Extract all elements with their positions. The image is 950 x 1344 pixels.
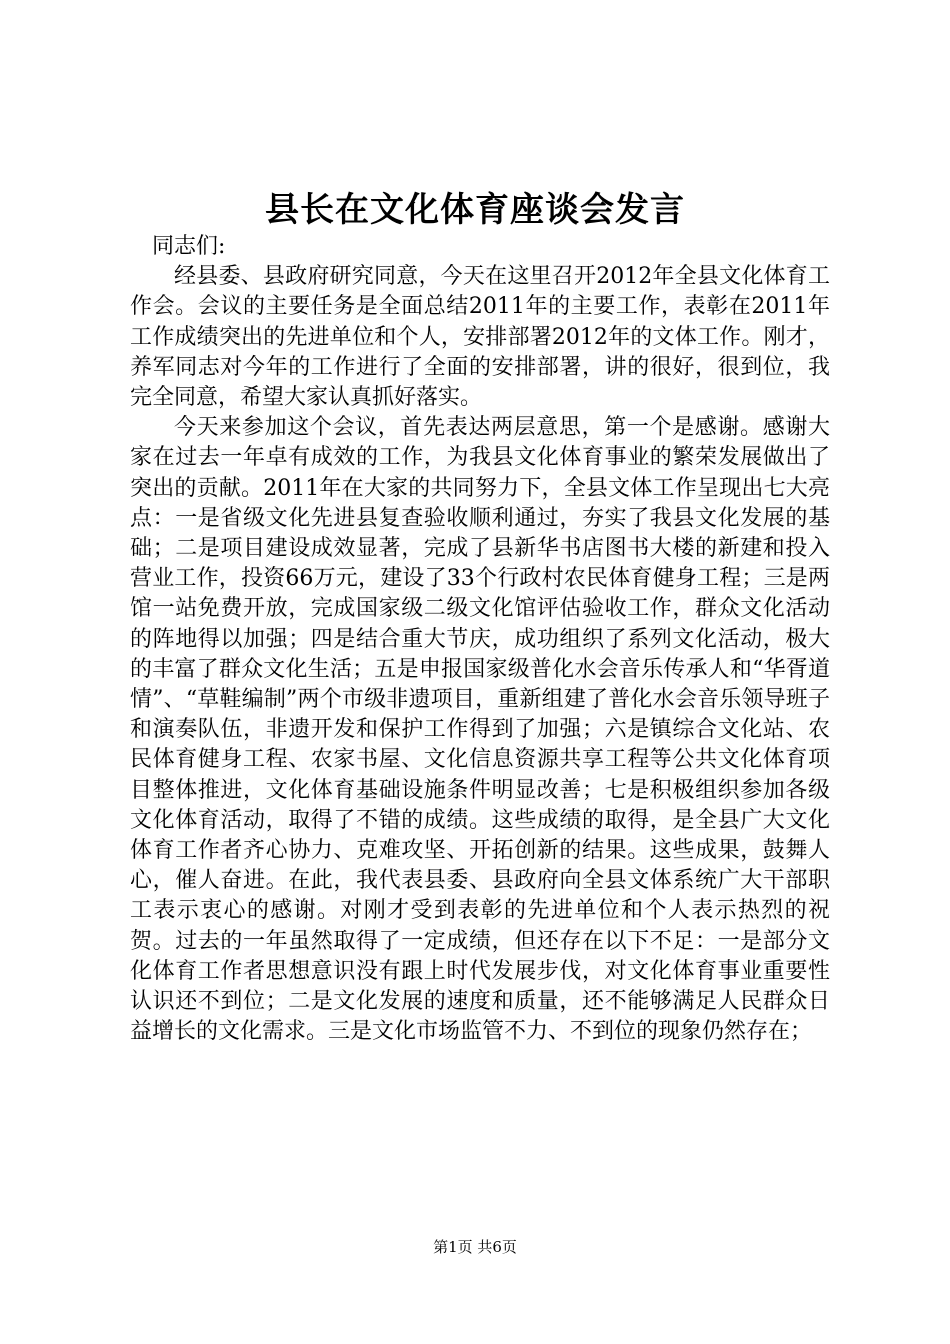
document-title: 县长在文化体育座谈会发言 xyxy=(265,190,685,230)
document-body xyxy=(130,232,830,1047)
paragraph-1: 经县委、县政府研究同意，今天在这里召开2012年全县文化体育工作会。会议的主要任务是全面总结2011年的主要工作，表彰在2011年工作成绩突出的先进单位和个人，安排部署2012年的文体工作。刚才，养军同志对今年的工作进行了全面的安排部署，讲的很好，很到位，我完全同意，希望大家认真抓好落实。 xyxy=(130,264,830,411)
salutation: 同志们: xyxy=(152,234,226,259)
paragraph-2: 今天来参加这个会议，首先表达两层意思，第一个是感谢。感谢大家在过去一年卓有成效的工作，为我县文化体育事业的繁荣发展做出了突出的贡献。2011年在大家的共同努力下，全县文体工作呈现出七大亮点：一是省级文化先进县复查验收顺利通过，夯实了我县文化发展的基础；二是项目建设成效显著，完成了县新华书店图书大楼的新建和投入营业工作，投资66万元，建设了33个行政村农民体育健身工程；三是两馆一站免费开放，完成国家级二级文化馆评估验收工作，群众文化活动的阵地得以加强；四是结合重大节庆，成功组织了系列文化活动，极大的丰富了群众文化生活；五是申报国家级普化水会音乐传承人和“华胥道情”、“草鞋编制”两个市级非遗项目，重新组建了普化水会音乐领导班子和演奏队伍，非遗开发和保护工作得到了加强；六是镇综合文化站、农民体育健身工程、农家书屋、文化信息资源共享工程等公共文化体育项目整体推进，文化体育基础设施条件明显改善；七是积极组织参加各级文化体育活动，取得了不错的成绩。这些成绩的取得，是全县广大文化体育工作者齐心协力、克难攻坚、开拓创新的结果。这些成果，鼓舞人心，催人奋进。在此，我代表县委、县政府向全县文体系统广大干部职工表示衷心的感谢。对刚才受到表彰的先进单位和个人表示热烈的祝贺。过去的一年虽然取得了一定成绩，但还存在以下不足：一是部分文化体育工作者思想意识没有跟上时代发展步伐，对文化体育事业重要性认识还不到位；二是文化发展的速度和质量，还不能够满足人民群众日益增长的文化需求。三是文化市场监管不力、不到位的现象仍然存在； xyxy=(130,415,830,1045)
page-footer: 第1页 共6页 xyxy=(433,1238,517,1256)
